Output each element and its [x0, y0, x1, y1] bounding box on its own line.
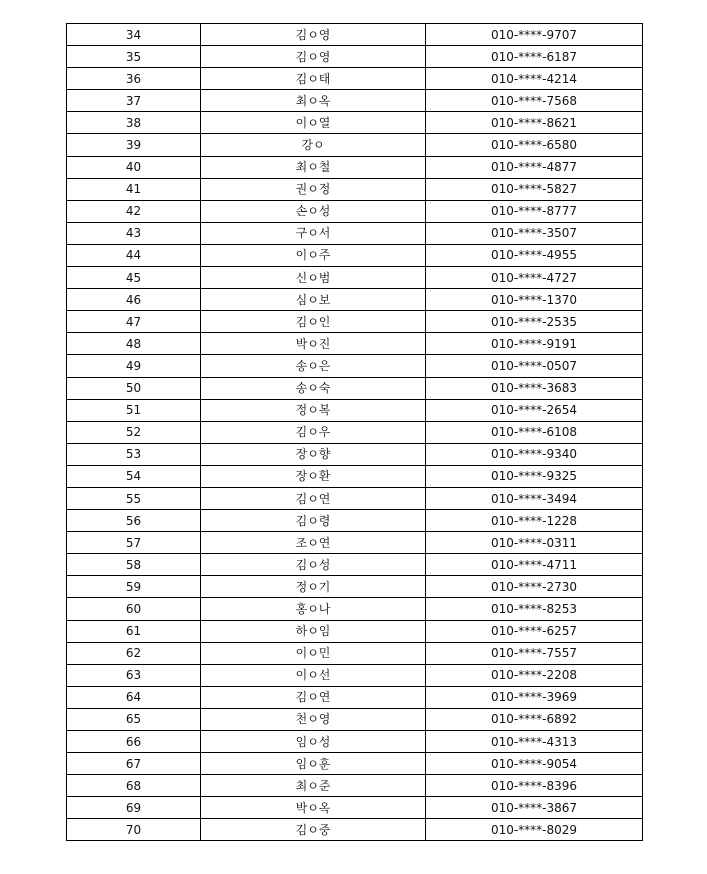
- table-row: [67, 775, 643, 797]
- name-cell: 구ㅇ서: [201, 222, 426, 244]
- row-number-cell: 46: [67, 289, 201, 311]
- table-row: [67, 178, 643, 200]
- table-row: [67, 200, 643, 222]
- phone-cell: 010-****-2535: [426, 311, 643, 333]
- row-number-cell: 48: [67, 333, 201, 355]
- row-number-cell: 37: [67, 90, 201, 112]
- table-row: [67, 377, 643, 399]
- table-row: [67, 399, 643, 421]
- table-row: [67, 708, 643, 730]
- name-cell: 김ㅇ영: [201, 24, 426, 46]
- table-row: [67, 289, 643, 311]
- row-number-cell: 65: [67, 708, 201, 730]
- phone-cell: 010-****-8396: [426, 775, 643, 797]
- phone-cell: 010-****-4727: [426, 267, 643, 289]
- phone-cell: 010-****-6187: [426, 46, 643, 68]
- table-row: [67, 24, 643, 46]
- table-row: [67, 532, 643, 554]
- name-cell: 임ㅇ훈: [201, 753, 426, 775]
- row-number-cell: 60: [67, 598, 201, 620]
- table-row: [67, 244, 643, 266]
- phone-cell: 010-****-3969: [426, 686, 643, 708]
- phone-cell: 010-****-9054: [426, 753, 643, 775]
- phone-cell: 010-****-0311: [426, 532, 643, 554]
- name-cell: 송ㅇ은: [201, 355, 426, 377]
- row-number-cell: 57: [67, 532, 201, 554]
- name-cell: 정ㅇ기: [201, 576, 426, 598]
- name-cell: 장ㅇ향: [201, 443, 426, 465]
- name-cell: 최ㅇ준: [201, 775, 426, 797]
- row-number-cell: 36: [67, 68, 201, 90]
- row-number-cell: 45: [67, 267, 201, 289]
- table-row: [67, 731, 643, 753]
- phone-cell: 010-****-6580: [426, 134, 643, 156]
- document-page: [66, 23, 642, 841]
- name-cell: 김ㅇ연: [201, 686, 426, 708]
- name-cell: 최ㅇ철: [201, 156, 426, 178]
- name-cell: 하ㅇ임: [201, 620, 426, 642]
- phone-cell: 010-****-8253: [426, 598, 643, 620]
- phone-cell: 010-****-2730: [426, 576, 643, 598]
- name-cell: 송ㅇ숙: [201, 377, 426, 399]
- row-number-cell: 53: [67, 443, 201, 465]
- table-body: [67, 24, 643, 841]
- phone-cell: 010-****-3683: [426, 377, 643, 399]
- phone-cell: 010-****-4214: [426, 68, 643, 90]
- name-cell: 김ㅇ중: [201, 819, 426, 841]
- name-cell: 정ㅇ복: [201, 399, 426, 421]
- row-number-cell: 58: [67, 554, 201, 576]
- name-cell: 최ㅇ옥: [201, 90, 426, 112]
- table-row: [67, 90, 643, 112]
- name-cell: 이ㅇ선: [201, 664, 426, 686]
- table-row: [67, 487, 643, 509]
- row-number-cell: 44: [67, 244, 201, 266]
- name-cell: 박ㅇ옥: [201, 797, 426, 819]
- row-number-cell: 70: [67, 819, 201, 841]
- name-cell: 홍ㅇ나: [201, 598, 426, 620]
- row-number-cell: 39: [67, 134, 201, 156]
- winner-list-table: [66, 23, 643, 841]
- name-cell: 권ㅇ정: [201, 178, 426, 200]
- row-number-cell: 69: [67, 797, 201, 819]
- row-number-cell: 49: [67, 355, 201, 377]
- row-number-cell: 50: [67, 377, 201, 399]
- row-number-cell: 61: [67, 620, 201, 642]
- phone-cell: 010-****-0507: [426, 355, 643, 377]
- phone-cell: 010-****-4313: [426, 731, 643, 753]
- row-number-cell: 34: [67, 24, 201, 46]
- row-number-cell: 47: [67, 311, 201, 333]
- name-cell: 강ㅇ: [201, 134, 426, 156]
- name-cell: 임ㅇ성: [201, 731, 426, 753]
- row-number-cell: 38: [67, 112, 201, 134]
- name-cell: 김ㅇ령: [201, 510, 426, 532]
- row-number-cell: 43: [67, 222, 201, 244]
- phone-cell: 010-****-2208: [426, 664, 643, 686]
- name-cell: 김ㅇ영: [201, 46, 426, 68]
- phone-cell: 010-****-8777: [426, 200, 643, 222]
- table-row: [67, 134, 643, 156]
- table-row: [67, 443, 643, 465]
- row-number-cell: 51: [67, 399, 201, 421]
- phone-cell: 010-****-6108: [426, 421, 643, 443]
- row-number-cell: 62: [67, 642, 201, 664]
- phone-cell: 010-****-8029: [426, 819, 643, 841]
- table-row: [67, 68, 643, 90]
- row-number-cell: 42: [67, 200, 201, 222]
- table-row: [67, 510, 643, 532]
- table-row: [67, 267, 643, 289]
- phone-cell: 010-****-2654: [426, 399, 643, 421]
- name-cell: 이ㅇ민: [201, 642, 426, 664]
- table-row: [67, 156, 643, 178]
- table-row: [67, 355, 643, 377]
- table-row: [67, 465, 643, 487]
- name-cell: 천ㅇ영: [201, 708, 426, 730]
- phone-cell: 010-****-6892: [426, 708, 643, 730]
- table-row: [67, 112, 643, 134]
- table-row: [67, 642, 643, 664]
- name-cell: 조ㅇ연: [201, 532, 426, 554]
- table-row: [67, 421, 643, 443]
- row-number-cell: 54: [67, 465, 201, 487]
- name-cell: 심ㅇ보: [201, 289, 426, 311]
- phone-cell: 010-****-6257: [426, 620, 643, 642]
- table-row: [67, 664, 643, 686]
- table-row: [67, 333, 643, 355]
- phone-cell: 010-****-4711: [426, 554, 643, 576]
- phone-cell: 010-****-1370: [426, 289, 643, 311]
- row-number-cell: 56: [67, 510, 201, 532]
- row-number-cell: 59: [67, 576, 201, 598]
- phone-cell: 010-****-3494: [426, 487, 643, 509]
- phone-cell: 010-****-4877: [426, 156, 643, 178]
- row-number-cell: 64: [67, 686, 201, 708]
- row-number-cell: 55: [67, 487, 201, 509]
- table-row: [67, 686, 643, 708]
- phone-cell: 010-****-9325: [426, 465, 643, 487]
- name-cell: 김ㅇ연: [201, 487, 426, 509]
- phone-cell: 010-****-9340: [426, 443, 643, 465]
- name-cell: 신ㅇ범: [201, 267, 426, 289]
- row-number-cell: 52: [67, 421, 201, 443]
- name-cell: 김ㅇ성: [201, 554, 426, 576]
- phone-cell: 010-****-9707: [426, 24, 643, 46]
- phone-cell: 010-****-4955: [426, 244, 643, 266]
- table-row: [67, 753, 643, 775]
- table-row: [67, 797, 643, 819]
- row-number-cell: 63: [67, 664, 201, 686]
- phone-cell: 010-****-8621: [426, 112, 643, 134]
- table-row: [67, 598, 643, 620]
- phone-cell: 010-****-7568: [426, 90, 643, 112]
- phone-cell: 010-****-7557: [426, 642, 643, 664]
- name-cell: 박ㅇ진: [201, 333, 426, 355]
- phone-cell: 010-****-1228: [426, 510, 643, 532]
- name-cell: 김ㅇ인: [201, 311, 426, 333]
- row-number-cell: 35: [67, 46, 201, 68]
- table-row: [67, 620, 643, 642]
- name-cell: 손ㅇ성: [201, 200, 426, 222]
- phone-cell: 010-****-3507: [426, 222, 643, 244]
- name-cell: 장ㅇ환: [201, 465, 426, 487]
- row-number-cell: 66: [67, 731, 201, 753]
- phone-cell: 010-****-9191: [426, 333, 643, 355]
- phone-cell: 010-****-3867: [426, 797, 643, 819]
- table-row: [67, 311, 643, 333]
- row-number-cell: 68: [67, 775, 201, 797]
- table-row: [67, 554, 643, 576]
- row-number-cell: 67: [67, 753, 201, 775]
- table-row: [67, 222, 643, 244]
- name-cell: 김ㅇ우: [201, 421, 426, 443]
- row-number-cell: 40: [67, 156, 201, 178]
- table-row: [67, 819, 643, 841]
- row-number-cell: 41: [67, 178, 201, 200]
- name-cell: 김ㅇ태: [201, 68, 426, 90]
- table-row: [67, 46, 643, 68]
- name-cell: 이ㅇ열: [201, 112, 426, 134]
- phone-cell: 010-****-5827: [426, 178, 643, 200]
- name-cell: 이ㅇ주: [201, 244, 426, 266]
- table-row: [67, 576, 643, 598]
